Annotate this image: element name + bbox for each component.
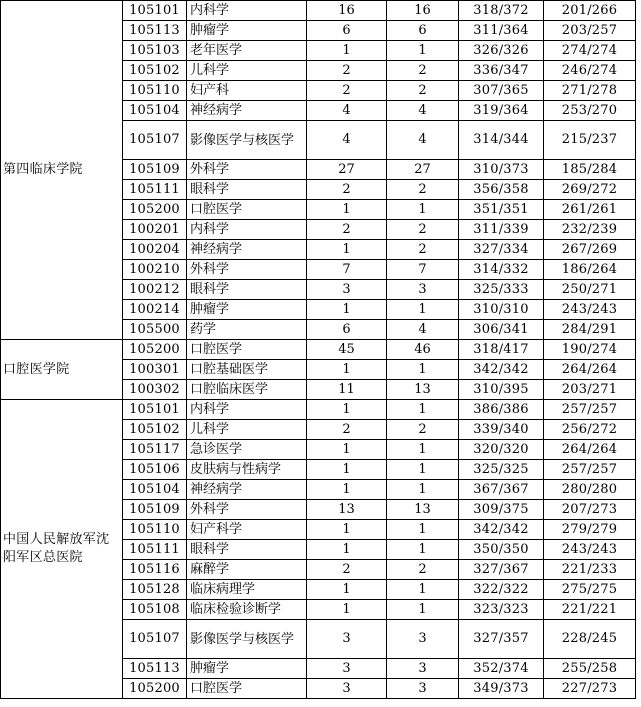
- program-code-cell: 105102: [123, 61, 187, 81]
- admitted-count-cell: 2: [387, 420, 459, 440]
- program-code-cell: 105110: [123, 520, 187, 540]
- program-name-cell: 儿科学: [187, 420, 307, 440]
- admitted-count-cell: 6: [387, 21, 459, 41]
- total-score-range-cell: 306/341: [459, 320, 544, 340]
- admitted-count-cell: 13: [387, 500, 459, 520]
- subject-score-range-cell: 280/280: [544, 480, 636, 500]
- total-score-range-cell: 311/339: [459, 220, 544, 240]
- admitted-count-cell: 2: [387, 61, 459, 81]
- program-name-cell: 外科学: [187, 160, 307, 180]
- admitted-count-cell: 4: [387, 121, 459, 160]
- subject-score-range-cell: 232/239: [544, 220, 636, 240]
- subject-score-range-cell: 267/269: [544, 240, 636, 260]
- planned-count-cell: 4: [307, 101, 387, 121]
- subject-score-range-cell: 185/284: [544, 160, 636, 180]
- subject-score-range-cell: 257/257: [544, 460, 636, 480]
- program-name-cell: 妇产科: [187, 81, 307, 101]
- total-score-range-cell: 323/323: [459, 600, 544, 620]
- planned-count-cell: 27: [307, 160, 387, 180]
- planned-count-cell: 2: [307, 220, 387, 240]
- subject-score-range-cell: 256/272: [544, 420, 636, 440]
- program-name-cell: 皮肤病与性病学: [187, 460, 307, 480]
- college-cell: 中国人民解放军沈阳军区总医院: [1, 400, 123, 699]
- program-code-cell: 100302: [123, 380, 187, 400]
- subject-score-range-cell: 221/221: [544, 600, 636, 620]
- program-name-cell: 影像医学与核医学: [187, 121, 307, 160]
- admitted-count-cell: 3: [387, 620, 459, 659]
- program-name-cell: 老年医学: [187, 41, 307, 61]
- program-name-cell: 口腔医学: [187, 200, 307, 220]
- program-code-cell: 105200: [123, 340, 187, 360]
- admitted-count-cell: 27: [387, 160, 459, 180]
- program-code-cell: 105113: [123, 659, 187, 679]
- admitted-count-cell: 3: [387, 659, 459, 679]
- program-name-cell: 影像医学与核医学: [187, 620, 307, 659]
- program-code-cell: 100214: [123, 300, 187, 320]
- program-name-cell: 儿科学: [187, 61, 307, 81]
- program-name-cell: 肿瘤学: [187, 300, 307, 320]
- program-code-cell: 105117: [123, 440, 187, 460]
- total-score-range-cell: 349/373: [459, 679, 544, 699]
- total-score-range-cell: 307/365: [459, 81, 544, 101]
- total-score-range-cell: 319/364: [459, 101, 544, 121]
- total-score-range-cell: 325/333: [459, 280, 544, 300]
- planned-count-cell: 3: [307, 679, 387, 699]
- college-cell: 第四临床学院: [1, 1, 123, 340]
- program-name-cell: 内科学: [187, 1, 307, 21]
- subject-score-range-cell: 227/273: [544, 679, 636, 699]
- subject-score-range-cell: 190/274: [544, 340, 636, 360]
- program-name-cell: 临床检验诊断学: [187, 600, 307, 620]
- program-code-cell: 105200: [123, 200, 187, 220]
- total-score-range-cell: 314/344: [459, 121, 544, 160]
- program-code-cell: 105111: [123, 180, 187, 200]
- planned-count-cell: 6: [307, 21, 387, 41]
- admitted-count-cell: 1: [387, 600, 459, 620]
- admitted-count-cell: 1: [387, 440, 459, 460]
- planned-count-cell: 1: [307, 200, 387, 220]
- table-row: [1, 340, 636, 360]
- admitted-count-cell: 1: [387, 460, 459, 480]
- program-code-cell: 105107: [123, 620, 187, 659]
- admitted-count-cell: 4: [387, 320, 459, 340]
- program-code-cell: 105103: [123, 41, 187, 61]
- program-name-cell: 神经病学: [187, 240, 307, 260]
- admitted-count-cell: 13: [387, 380, 459, 400]
- planned-count-cell: 1: [307, 300, 387, 320]
- admitted-count-cell: 46: [387, 340, 459, 360]
- total-score-range-cell: 318/417: [459, 340, 544, 360]
- subject-score-range-cell: 203/271: [544, 380, 636, 400]
- planned-count-cell: 2: [307, 180, 387, 200]
- total-score-range-cell: 356/358: [459, 180, 544, 200]
- planned-count-cell: 6: [307, 320, 387, 340]
- subject-score-range-cell: 284/291: [544, 320, 636, 340]
- admitted-count-cell: 1: [387, 300, 459, 320]
- program-code-cell: 105109: [123, 160, 187, 180]
- admitted-count-cell: 2: [387, 220, 459, 240]
- planned-count-cell: 1: [307, 240, 387, 260]
- subject-score-range-cell: 264/264: [544, 360, 636, 380]
- planned-count-cell: 3: [307, 280, 387, 300]
- total-score-range-cell: 352/374: [459, 659, 544, 679]
- program-name-cell: 内科学: [187, 220, 307, 240]
- program-name-cell: 神经病学: [187, 101, 307, 121]
- subject-score-range-cell: 215/237: [544, 121, 636, 160]
- program-name-cell: 口腔医学: [187, 340, 307, 360]
- planned-count-cell: 3: [307, 659, 387, 679]
- program-code-cell: 105116: [123, 560, 187, 580]
- planned-count-cell: 1: [307, 440, 387, 460]
- program-code-cell: 100204: [123, 240, 187, 260]
- planned-count-cell: 1: [307, 400, 387, 420]
- program-name-cell: 口腔临床医学: [187, 380, 307, 400]
- planned-count-cell: 11: [307, 380, 387, 400]
- total-score-range-cell: 311/364: [459, 21, 544, 41]
- subject-score-range-cell: 243/243: [544, 300, 636, 320]
- program-code-cell: 105106: [123, 460, 187, 480]
- program-name-cell: 眼科学: [187, 280, 307, 300]
- subject-score-range-cell: 274/274: [544, 41, 636, 61]
- program-code-cell: 105110: [123, 81, 187, 101]
- total-score-range-cell: 327/334: [459, 240, 544, 260]
- table-row: [1, 1, 636, 21]
- planned-count-cell: 2: [307, 560, 387, 580]
- planned-count-cell: 1: [307, 600, 387, 620]
- planned-count-cell: 2: [307, 420, 387, 440]
- subject-score-range-cell: 279/279: [544, 520, 636, 540]
- admitted-count-cell: 3: [387, 280, 459, 300]
- total-score-range-cell: 342/342: [459, 520, 544, 540]
- program-code-cell: 100301: [123, 360, 187, 380]
- program-code-cell: 105113: [123, 21, 187, 41]
- planned-count-cell: 1: [307, 480, 387, 500]
- total-score-range-cell: 326/326: [459, 41, 544, 61]
- program-name-cell: 眼科学: [187, 540, 307, 560]
- program-name-cell: 外科学: [187, 500, 307, 520]
- program-name-cell: 口腔基础医学: [187, 360, 307, 380]
- program-name-cell: 肿瘤学: [187, 21, 307, 41]
- table-row: [1, 400, 636, 420]
- total-score-range-cell: 367/367: [459, 480, 544, 500]
- program-name-cell: 口腔医学: [187, 679, 307, 699]
- subject-score-range-cell: 255/258: [544, 659, 636, 679]
- program-name-cell: 内科学: [187, 400, 307, 420]
- subject-score-range-cell: 271/278: [544, 81, 636, 101]
- total-score-range-cell: 386/386: [459, 400, 544, 420]
- total-score-range-cell: 309/375: [459, 500, 544, 520]
- admitted-count-cell: 2: [387, 240, 459, 260]
- subject-score-range-cell: 186/264: [544, 260, 636, 280]
- admitted-count-cell: 1: [387, 400, 459, 420]
- program-code-cell: 105102: [123, 420, 187, 440]
- table-body: [1, 1, 636, 699]
- program-code-cell: 100210: [123, 260, 187, 280]
- program-code-cell: 105108: [123, 600, 187, 620]
- program-code-cell: 105111: [123, 540, 187, 560]
- admitted-count-cell: 1: [387, 520, 459, 540]
- program-code-cell: 105107: [123, 121, 187, 160]
- planned-count-cell: 13: [307, 500, 387, 520]
- program-name-cell: 眼科学: [187, 180, 307, 200]
- program-name-cell: 临床病理学: [187, 580, 307, 600]
- total-score-range-cell: 327/357: [459, 620, 544, 659]
- total-score-range-cell: 325/325: [459, 460, 544, 480]
- planned-count-cell: 1: [307, 460, 387, 480]
- program-code-cell: 105109: [123, 500, 187, 520]
- program-code-cell: 105101: [123, 1, 187, 21]
- program-code-cell: 105101: [123, 400, 187, 420]
- total-score-range-cell: 350/350: [459, 540, 544, 560]
- total-score-range-cell: 336/347: [459, 61, 544, 81]
- planned-count-cell: 45: [307, 340, 387, 360]
- admitted-count-cell: 1: [387, 580, 459, 600]
- subject-score-range-cell: 201/266: [544, 1, 636, 21]
- subject-score-range-cell: 264/264: [544, 440, 636, 460]
- admitted-count-cell: 7: [387, 260, 459, 280]
- program-name-cell: 妇产科学: [187, 520, 307, 540]
- total-score-range-cell: 339/340: [459, 420, 544, 440]
- admitted-count-cell: 1: [387, 540, 459, 560]
- subject-score-range-cell: 253/270: [544, 101, 636, 121]
- subject-score-range-cell: 269/272: [544, 180, 636, 200]
- total-score-range-cell: 310/395: [459, 380, 544, 400]
- program-code-cell: 100212: [123, 280, 187, 300]
- program-name-cell: 麻醉学: [187, 560, 307, 580]
- planned-count-cell: 1: [307, 360, 387, 380]
- planned-count-cell: 1: [307, 41, 387, 61]
- program-code-cell: 105200: [123, 679, 187, 699]
- program-code-cell: 105104: [123, 480, 187, 500]
- planned-count-cell: 1: [307, 520, 387, 540]
- total-score-range-cell: 318/372: [459, 1, 544, 21]
- planned-count-cell: 1: [307, 580, 387, 600]
- subject-score-range-cell: 203/257: [544, 21, 636, 41]
- subject-score-range-cell: 261/261: [544, 200, 636, 220]
- subject-score-range-cell: 243/243: [544, 540, 636, 560]
- admitted-count-cell: 16: [387, 1, 459, 21]
- admitted-count-cell: 1: [387, 41, 459, 61]
- total-score-range-cell: 320/320: [459, 440, 544, 460]
- admitted-count-cell: 4: [387, 101, 459, 121]
- subject-score-range-cell: 257/257: [544, 400, 636, 420]
- total-score-range-cell: 322/322: [459, 580, 544, 600]
- subject-score-range-cell: 246/274: [544, 61, 636, 81]
- total-score-range-cell: 351/351: [459, 200, 544, 220]
- planned-count-cell: 2: [307, 81, 387, 101]
- admitted-count-cell: 1: [387, 480, 459, 500]
- planned-count-cell: 1: [307, 540, 387, 560]
- total-score-range-cell: 310/310: [459, 300, 544, 320]
- planned-count-cell: 4: [307, 121, 387, 160]
- subject-score-range-cell: 275/275: [544, 580, 636, 600]
- subject-score-range-cell: 221/233: [544, 560, 636, 580]
- program-code-cell: 105128: [123, 580, 187, 600]
- program-name-cell: 神经病学: [187, 480, 307, 500]
- planned-count-cell: 2: [307, 61, 387, 81]
- admitted-count-cell: 3: [387, 679, 459, 699]
- planned-count-cell: 7: [307, 260, 387, 280]
- subject-score-range-cell: 250/271: [544, 280, 636, 300]
- subject-score-range-cell: 228/245: [544, 620, 636, 659]
- program-name-cell: 肿瘤学: [187, 659, 307, 679]
- program-name-cell: 急诊医学: [187, 440, 307, 460]
- total-score-range-cell: 310/373: [459, 160, 544, 180]
- total-score-range-cell: 327/367: [459, 560, 544, 580]
- admitted-count-cell: 2: [387, 81, 459, 101]
- admitted-count-cell: 1: [387, 200, 459, 220]
- program-name-cell: 药学: [187, 320, 307, 340]
- program-code-cell: 100201: [123, 220, 187, 240]
- admitted-count-cell: 1: [387, 360, 459, 380]
- college-cell: 口腔医学院: [1, 340, 123, 400]
- total-score-range-cell: 342/342: [459, 360, 544, 380]
- program-code-cell: 105104: [123, 101, 187, 121]
- admitted-count-cell: 2: [387, 560, 459, 580]
- program-code-cell: 105500: [123, 320, 187, 340]
- subject-score-range-cell: 207/273: [544, 500, 636, 520]
- total-score-range-cell: 314/332: [459, 260, 544, 280]
- program-name-cell: 外科学: [187, 260, 307, 280]
- planned-count-cell: 3: [307, 620, 387, 659]
- admitted-count-cell: 2: [387, 180, 459, 200]
- planned-count-cell: 16: [307, 1, 387, 21]
